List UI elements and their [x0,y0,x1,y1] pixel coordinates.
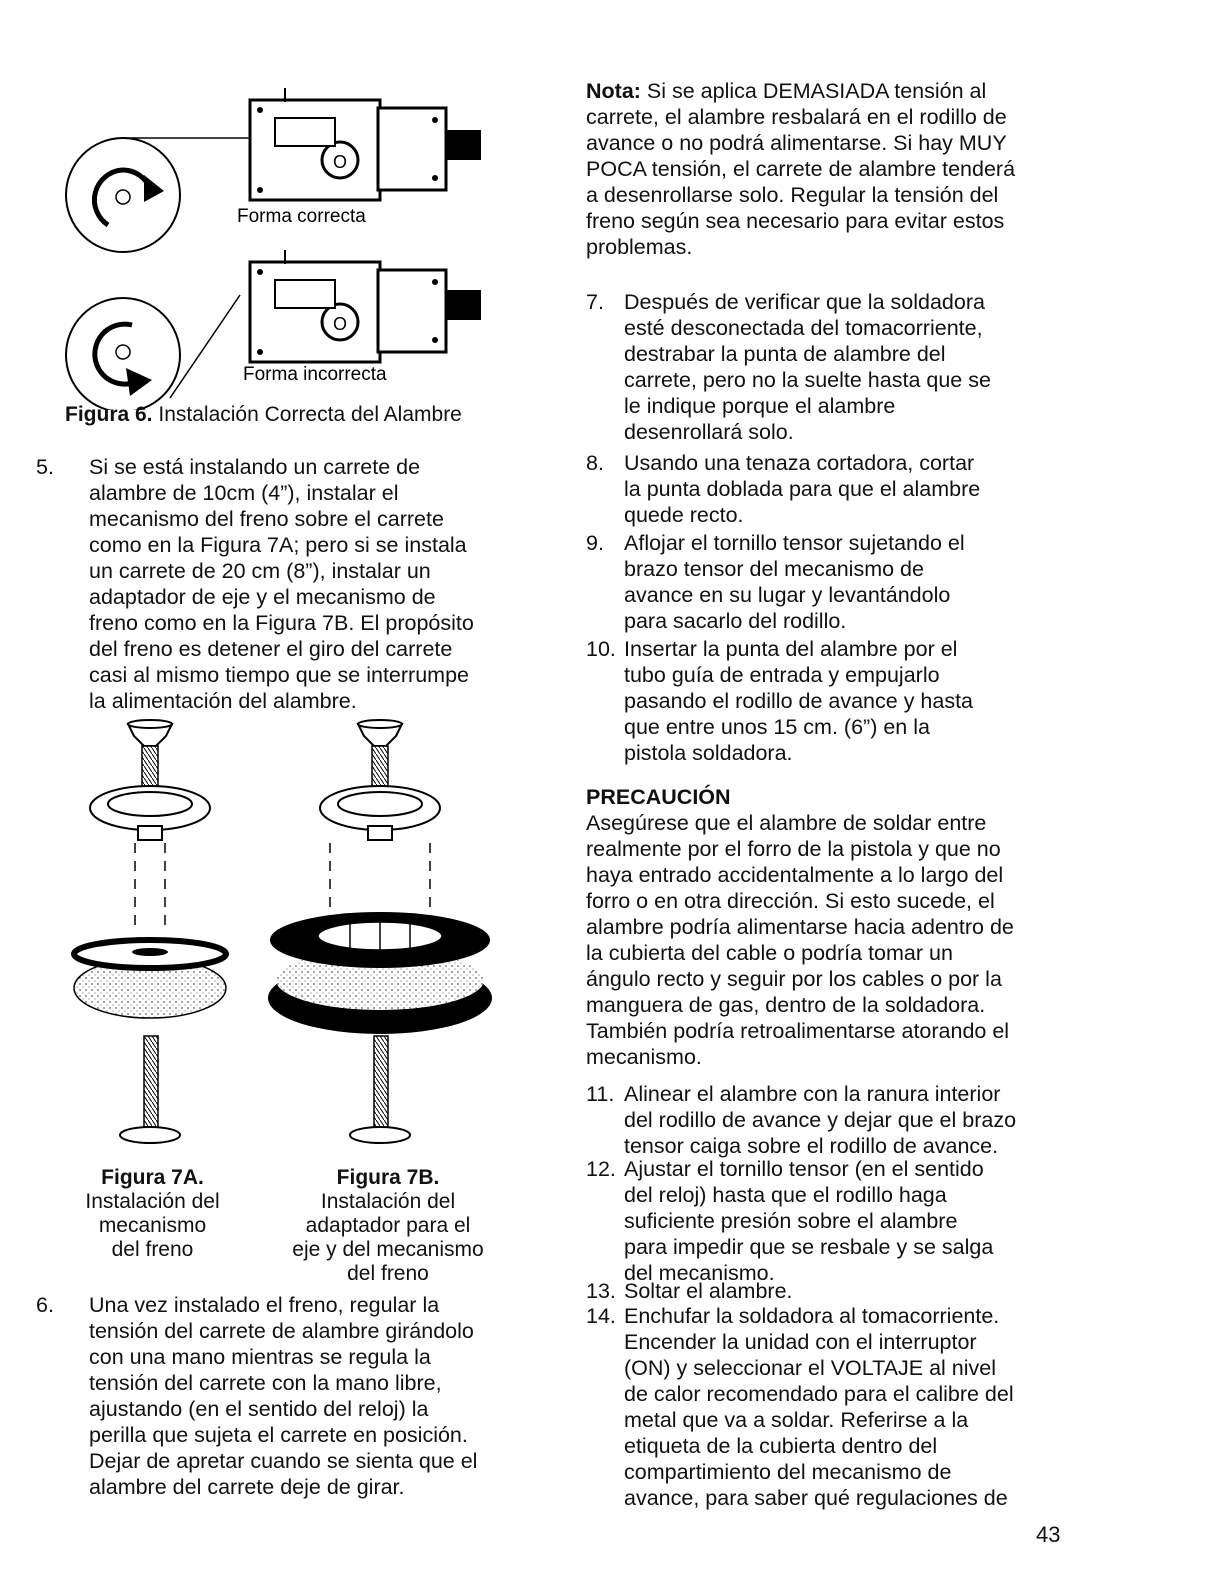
drive-mechanism-correct [250,88,481,200]
figure-7-illustration [60,718,510,1153]
caption-line: adaptador para el [305,1214,471,1237]
caption-line: mecanismo [98,1214,207,1237]
step-number: 10. [586,637,616,661]
text-line: del reloj) hasta que el rodillo haga [624,1183,947,1207]
text-line: la punta doblada para que el alambre [624,477,981,501]
figure-6-illustration [60,80,500,410]
text-line: ángulo recto y seguir por los cables o por la [586,967,1002,991]
figure-6-caption-text: Instalación Correcta del Alambre [158,403,462,426]
text-line: avance, para saber qué regulaciones de [624,1486,1008,1510]
figure-7b-caption [268,1166,508,1286]
text-line: realmente por el forro de la pistola y que no [586,837,1001,861]
text-line: mecanismo del freno sobre el carrete [89,507,444,531]
text-line: esté desconectada del tomacorriente, [624,316,983,340]
text-line: tensor caiga sobre el rodillo de avance. [624,1134,999,1158]
text-line: avance en su lugar y levantándolo [624,583,951,607]
text-line: como en la Figura 7A; pero si se instala [89,533,467,557]
text-line: Ajustar el tornillo tensor (en el sentido [624,1157,984,1181]
text-line: POCA tensión, el carrete de alambre tenderá [586,157,1016,181]
text-line: Insertar la punta del alambre por el [624,637,958,661]
text-line: para sacarlo del rodillo. [624,609,847,633]
label-incorrect: Forma incorrecta [243,364,387,385]
caption-line: Instalación del [320,1190,456,1213]
spool-incorrect [66,295,240,410]
text-line: pasando el rodillo de avance y hasta [624,689,974,713]
text-line: tubo guía de entrada y empujarlo [624,663,940,687]
text-line: le indique porque el alambre [624,394,896,418]
text-line: También podría retroalimentarse atorando el [586,1019,1010,1043]
caption-line: Instalación del [85,1190,220,1213]
step-number: 11. [586,1082,615,1106]
text-line: Encender la unidad con el interruptor [624,1330,977,1354]
text-line: Si se aplica DEMASIADA tensión al [640,79,987,103]
step-number: 9. [586,531,604,555]
step-number: 6. [36,1293,54,1317]
text-line: Dejar de apretar cuando se sienta que el [89,1449,478,1473]
text-line: Aflojar el tornillo tensor sujetando el [624,531,965,555]
text-line: carrete, el alambre resbalará en el rodillo de [586,105,1007,129]
text-line: del mecanismo. [624,1261,775,1285]
text-line: del freno es detener el giro del carrete [89,637,453,661]
text-line: alambre podría alimentarse hacia adentro de [586,915,1014,939]
caution-title: PRECAUCIÓN [586,785,731,809]
text-line: Alinear el alambre con la ranura interior [624,1082,1001,1106]
text-line: etiqueta de la cubierta dentro del [624,1434,938,1458]
text-line: (ON) y seleccionar el VOLTAJE al nivel [624,1356,996,1380]
text-line: Soltar el alambre. [624,1279,793,1303]
figure-7a-brake-assembly [74,720,226,1143]
figure-6-caption-label: Figura 6. [65,403,153,426]
text-line: brazo tensor del mecanismo de [624,557,924,581]
text-line: freno según sea necesario para evitar estos [586,209,1005,233]
text-line: alambre del carrete deje de girar. [89,1475,405,1499]
text-line: de calor recomendado para el calibre del [624,1382,1014,1406]
text-line: con una mano mientras se regula la [89,1345,431,1369]
figure-7b-title: Figura 7B. [336,1166,440,1189]
spool-correct [66,138,275,252]
text-line: del rodillo de avance y dejar que el brazo [624,1108,1017,1132]
caution-block [586,784,1086,1070]
figure-7a-caption [60,1166,245,1262]
text-line: Usando una tenaza cortadora, cortar [624,451,975,475]
step-number: 8. [586,451,604,475]
text-line: compartimiento del mecanismo de [624,1460,952,1484]
caption-line: del freno [347,1262,429,1285]
text-line: casi al mismo tiempo que se interrumpe [89,663,469,687]
step-number: 13. [586,1279,616,1303]
text-line: tensión del carrete de alambre girándolo [89,1319,474,1343]
text-line: la cubierta del cable o podría tomar un [586,941,953,965]
step-number: 12. [586,1157,616,1181]
text-line: Enchufar la soldadora al tomacorriente. [624,1304,1000,1328]
text-line: freno como en la Figura 7B. El propósito [89,611,474,635]
step-number: 14. [586,1304,616,1328]
page-number: 43 [1036,1522,1061,1547]
text-line: haya entrado accidentalmente a lo largo del [586,863,1004,887]
text-line: quede recto. [624,503,744,527]
text-line: Si se está instalando un carrete de [89,455,421,479]
figure-6-caption [65,403,462,427]
text-line: adaptador de eje y el mecanismo de [89,585,436,609]
step-number: 7. [586,290,604,314]
caption-line: eje y del mecanismo [292,1238,484,1261]
text-line: avance o no podrá alimentarse. Si hay MUY [586,131,1007,155]
step-number: 5. [36,455,54,479]
text-line: Después de verificar que la soldadora [624,290,985,314]
caption-line: del freno [111,1238,194,1261]
text-line: pistola soldadora. [624,741,793,765]
text-line: problemas. [586,235,693,259]
figure-7a-title: Figura 7A. [101,1166,204,1189]
text-line: mecanismo. [586,1045,702,1069]
text-line: destrabar la punta de alambre del [624,342,946,366]
text-line: tensión del carrete con la mano libre, [89,1371,442,1395]
note-label: Nota: [586,79,641,103]
text-line: que entre unos 15 cm. (6”) en la [624,715,930,739]
svg-text:O: O [332,314,348,334]
text-line: Asegúrese que el alambre de soldar entre [586,811,987,835]
drive-mechanism-incorrect [250,250,481,362]
note-paragraph [586,78,1086,260]
text-line: alambre de 10cm (4”), instalar el [89,481,399,505]
svg-text:O: O [332,152,348,172]
text-line: ajustando (en el sentido del reloj) la [89,1397,429,1421]
text-line: suficiente presión sobre el alambre [624,1209,958,1233]
text-line: carrete, pero no la suelte hasta que se [624,368,991,392]
text-line: Una vez instalado el freno, regular la [89,1293,440,1317]
text-line: un carrete de 20 cm (8”), instalar un [89,559,431,583]
text-line: la alimentación del alambre. [89,689,357,713]
text-line: perilla que sujeta el carrete en posición. [89,1423,468,1447]
text-line: forro o en otra dirección. Si esto sucede, el [586,889,995,913]
text-line: manguera de gas, dentro de la soldadora. [586,993,986,1017]
text-line: metal que va a soldar. Referirse a la [624,1408,969,1432]
text-line: para impedir que se resbale y se salga [624,1235,994,1259]
text-line: a desenrollarse solo. Regular la tensión del [586,183,999,207]
label-correct: Forma correcta [237,206,366,227]
text-line: desenrollará solo. [624,420,794,444]
figure-7b-brake-adapter-assembly [268,720,492,1143]
